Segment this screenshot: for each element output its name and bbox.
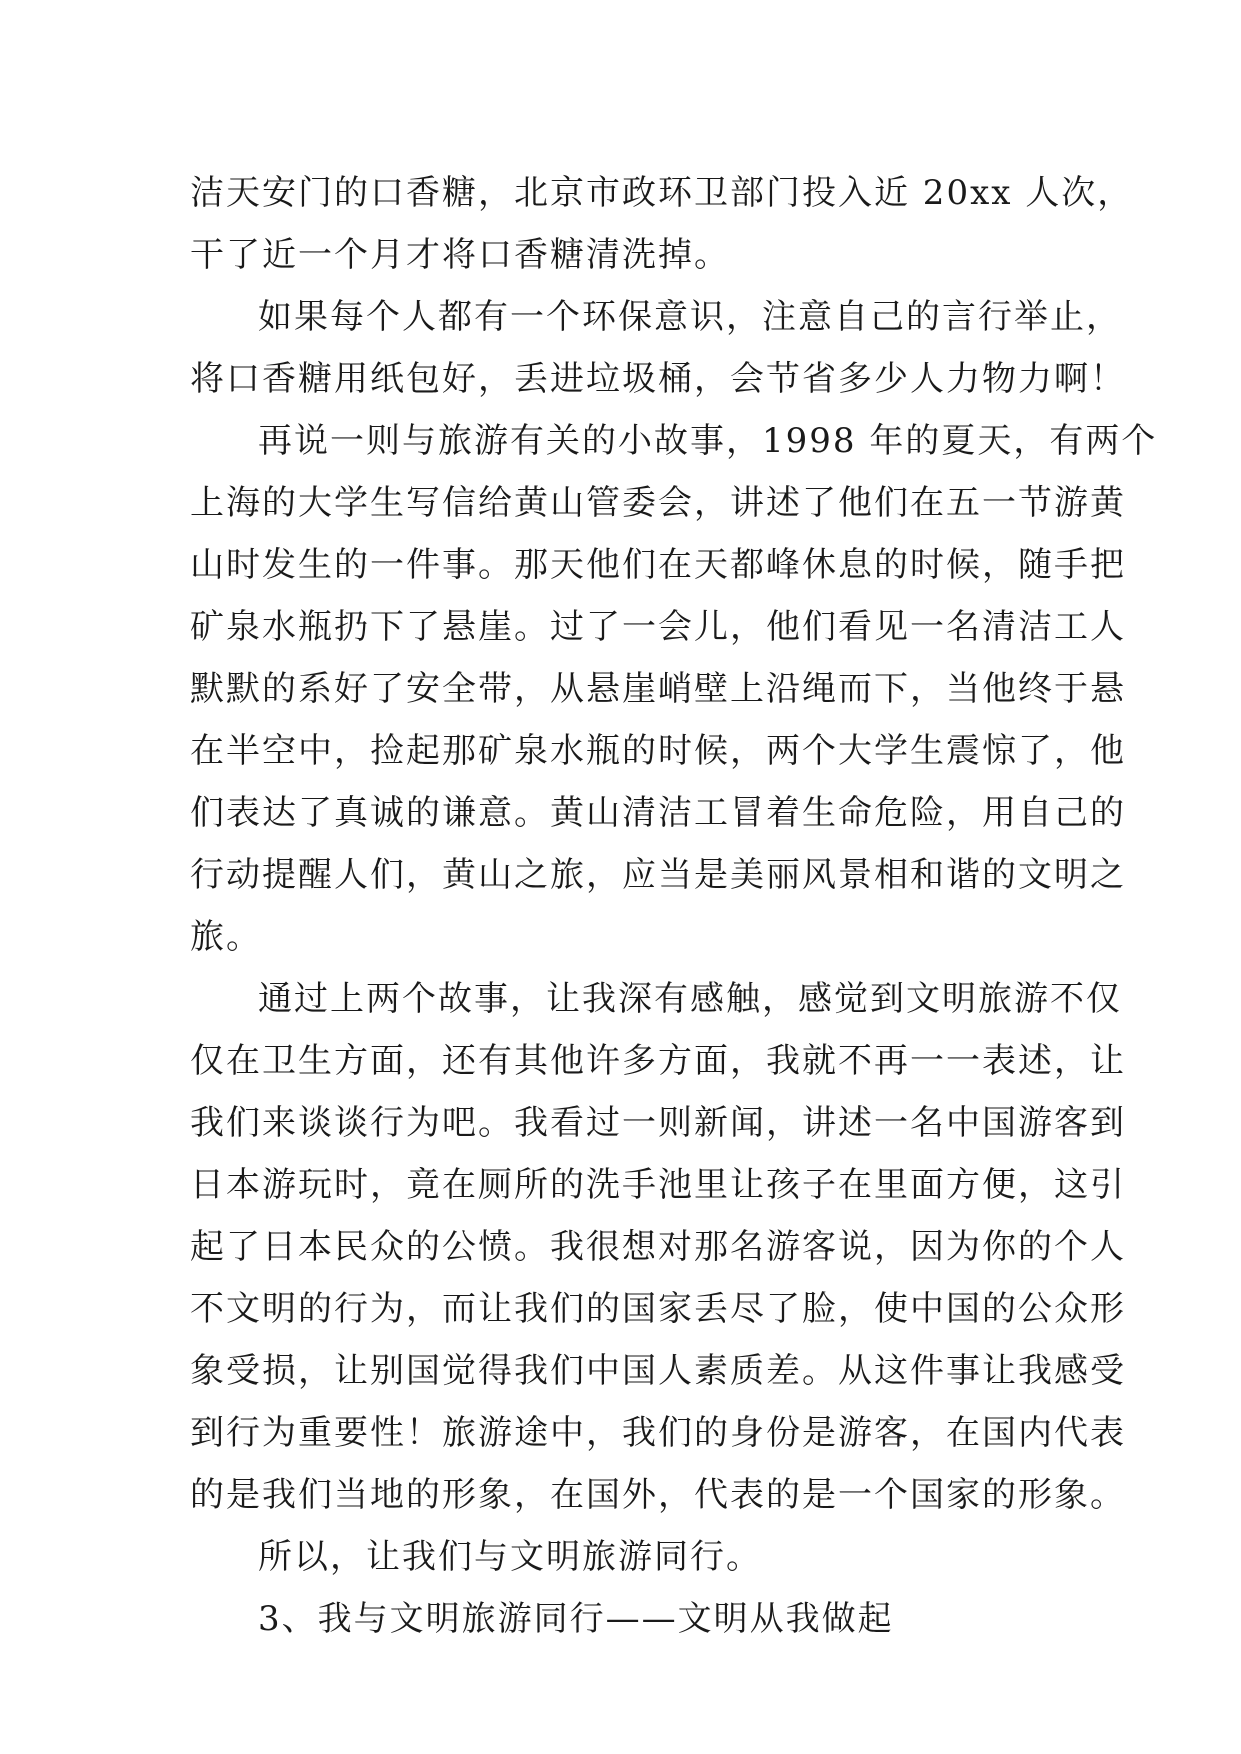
- text-line: 旅。: [190, 917, 262, 957]
- text-line: 上海的大学生写信给黄山管委会，讲述了他们在五一节游黄: [190, 483, 1126, 523]
- text-line: 通过上两个故事，让我深有感触，感觉到文明旅游不仅: [258, 979, 1122, 1019]
- text-line: 日本游玩时，竟在厕所的洗手池里让孩子在里面方便，这引: [190, 1165, 1126, 1205]
- text-line: 的是我们当地的形象，在国外，代表的是一个国家的形象。: [190, 1475, 1126, 1515]
- text-line: 到行为重要性！旅游途中，我们的身份是游客，在国内代表: [190, 1413, 1126, 1453]
- text-line: 所以，让我们与文明旅游同行。: [258, 1537, 762, 1577]
- text-line: 洁天安门的口香糖，北京市政环卫部门投入近 20xx 人次，: [190, 173, 1134, 213]
- text-line: 干了近一个月才将口香糖清洗掉。: [190, 235, 730, 275]
- text-line: 行动提醒人们，黄山之旅，应当是美丽风景相和谐的文明之: [190, 855, 1126, 895]
- section-heading: 3、我与文明旅游同行——文明从我做起: [258, 1599, 894, 1639]
- text-line: 象受损，让别国觉得我们中国人素质差。从这件事让我感受: [190, 1351, 1126, 1391]
- text-line: 默默的系好了安全带，从悬崖峭壁上沿绳而下，当他终于悬: [190, 669, 1126, 709]
- document-body: [190, 162, 1158, 1650]
- text-line: 如果每个人都有一个环保意识，注意自己的言行举止，: [258, 297, 1122, 337]
- text-line: 不文明的行为，而让我们的国家丢尽了脸，使中国的公众形: [190, 1289, 1126, 1329]
- text-line: 我们来谈谈行为吧。我看过一则新闻，讲述一名中国游客到: [190, 1103, 1126, 1143]
- text-line: 将口香糖用纸包好，丢进垃圾桶，会节省多少人力物力啊！: [190, 359, 1126, 399]
- text-line: 们表达了真诚的谦意。黄山清洁工冒着生命危险，用自己的: [190, 793, 1126, 833]
- text-line: 再说一则与旅游有关的小故事，1998 年的夏天，有两个: [258, 421, 1158, 461]
- text-line: 起了日本民众的公愤。我很想对那名游客说，因为你的个人: [190, 1227, 1126, 1267]
- text-line: 矿泉水瓶扔下了悬崖。过了一会儿，他们看见一名清洁工人: [190, 607, 1126, 647]
- text-line: 在半空中，捡起那矿泉水瓶的时候，两个大学生震惊了，他: [190, 731, 1126, 771]
- text-line: 仅在卫生方面，还有其他许多方面，我就不再一一表述，让: [190, 1041, 1126, 1081]
- text-line: 山时发生的一件事。那天他们在天都峰休息的时候，随手把: [190, 545, 1126, 585]
